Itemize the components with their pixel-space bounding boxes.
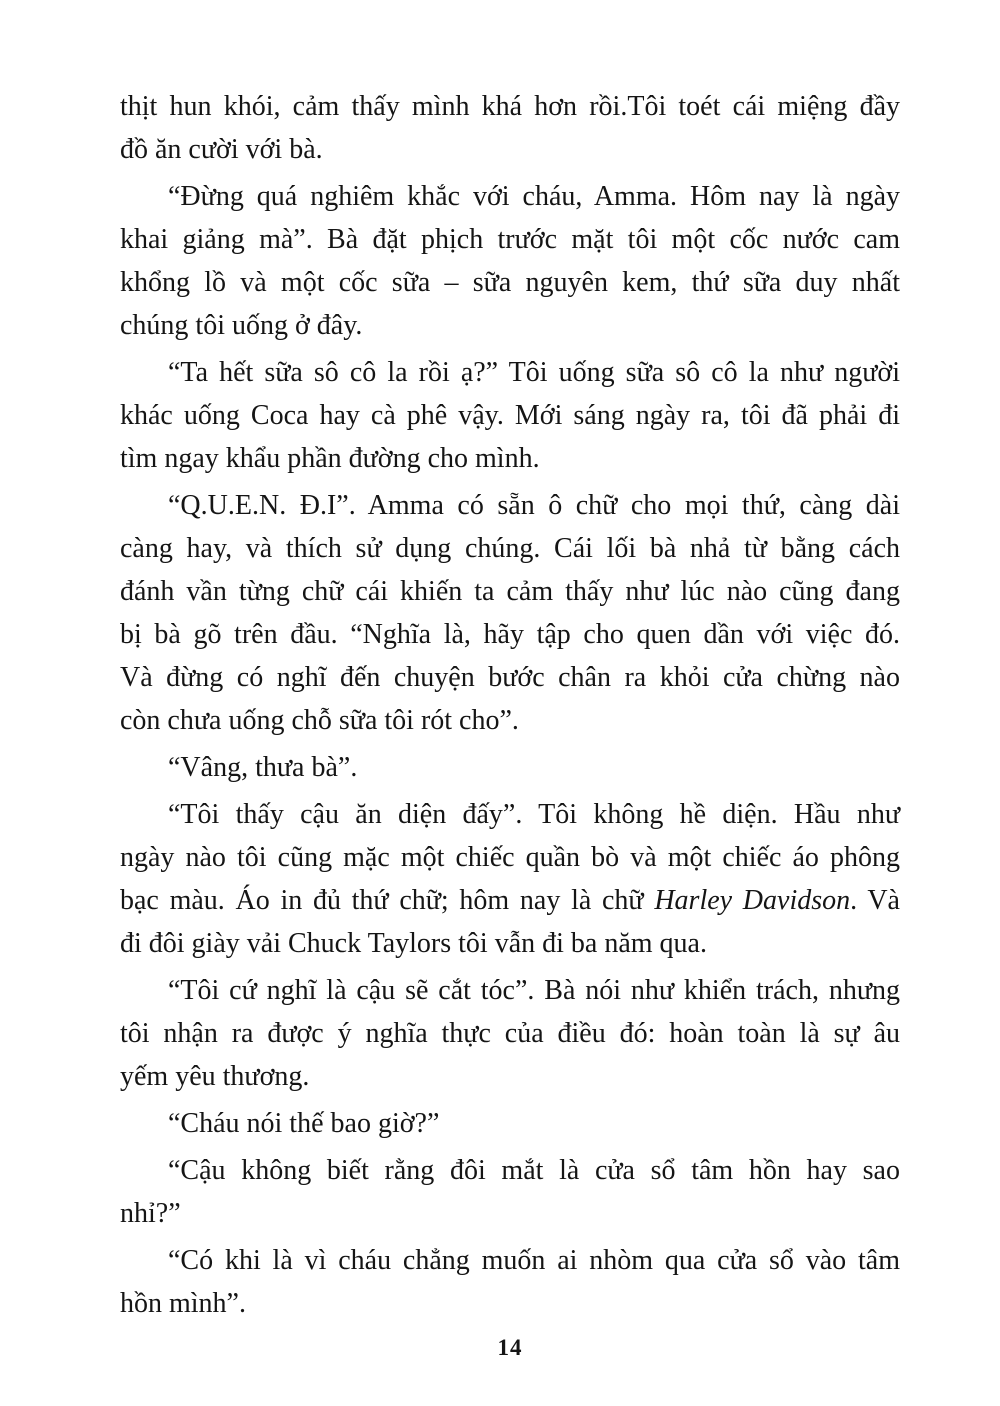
text-line: tìm ngay khẩu phần đường cho mình. — [120, 443, 540, 474]
paragraph — [120, 969, 900, 1098]
text-line: “Cháu nói thế bao giờ?” — [168, 1108, 440, 1139]
paragraph — [120, 484, 900, 742]
text-line: “Đừng quá nghiêm khắc với cháu, Amma. Hôm nay là ngày — [168, 181, 900, 212]
paragraph — [120, 746, 900, 789]
paragraph — [120, 175, 900, 347]
paragraph — [120, 1102, 900, 1145]
text-line: hồn mình”. — [120, 1288, 246, 1319]
text-line: yếm yêu thương. — [120, 1061, 310, 1092]
text-line: “Có khi là vì cháu chẳng muốn ai nhòm qua cửa sổ vào tâm — [168, 1245, 900, 1276]
text-line: ngày nào tôi cũng mặc một chiếc quần bò và một chiếc áo phông — [120, 842, 900, 873]
text-line: đi đôi giày vải Chuck Taylors tôi vẫn đi ba năm qua. — [120, 928, 707, 959]
italic-text: Harley Davidson — [654, 885, 851, 916]
text-line: “Tôi thấy cậu ăn diện đấy”. Tôi không hề diện. Hầu như — [168, 799, 900, 830]
text-line: còn chưa uống chỗ sữa tôi rót cho”. — [120, 705, 519, 736]
text-line: bạc màu. Áo in đủ thứ chữ; hôm nay là chữ Harley Davidson. Và — [120, 885, 900, 916]
paragraph — [120, 351, 900, 480]
text-line: đồ ăn cười với bà. — [120, 134, 323, 165]
text-line: “Tôi cứ nghĩ là cậu sẽ cắt tóc”. Bà nói như khiển trách, nhưng — [168, 975, 900, 1006]
paragraph — [120, 1149, 900, 1235]
text-line: càng hay, và thích sử dụng chúng. Cái lối bà nhả từ bằng cách — [120, 533, 900, 564]
text-line: khác uống Coca hay cà phê vậy. Mới sáng ngày ra, tôi đã phải đi — [120, 400, 900, 431]
text-line: “Ta hết sữa sô cô la rồi ạ?” Tôi uống sữa sô cô la như người — [168, 357, 900, 388]
text-line: “Vâng, thưa bà”. — [168, 752, 358, 783]
text-column — [120, 85, 900, 1325]
text-line: “Cậu không biết rằng đôi mắt là cửa sổ tâm hồn hay sao — [168, 1155, 900, 1186]
text-line: tôi nhận ra được ý nghĩa thực của điều đó: hoàn toàn là sự âu — [120, 1018, 900, 1049]
page-number: 14 — [497, 1335, 523, 1360]
paragraph — [120, 85, 900, 171]
text-line: Và đừng có nghĩ đến chuyện bước chân ra khỏi cửa chừng nào — [120, 662, 900, 693]
text-line: khổng lồ và một cốc sữa – sữa nguyên kem, thứ sữa duy nhất — [120, 267, 900, 298]
text-line: “Q.U.E.N. Đ.I”. Amma có sẵn ô chữ cho mọi thứ, càng dài — [168, 490, 900, 521]
text-line: thịt hun khói, cảm thấy mình khá hơn rồi.Tôi toét cái miệng đầy — [120, 91, 900, 122]
text-line: đánh vần từng chữ cái khiến ta cảm thấy như lúc nào cũng đang — [120, 576, 900, 607]
paragraph — [120, 1239, 900, 1325]
text-line: bị bà gõ trên đầu. “Nghĩa là, hãy tập cho quen dần với việc đó. — [120, 619, 900, 650]
text-line: chúng tôi uống ở đây. — [120, 310, 363, 341]
text-line: khai giảng mà”. Bà đặt phịch trước mặt tôi một cốc nước cam — [120, 224, 900, 255]
text-line: nhỉ?” — [120, 1198, 181, 1229]
paragraph — [120, 793, 900, 965]
